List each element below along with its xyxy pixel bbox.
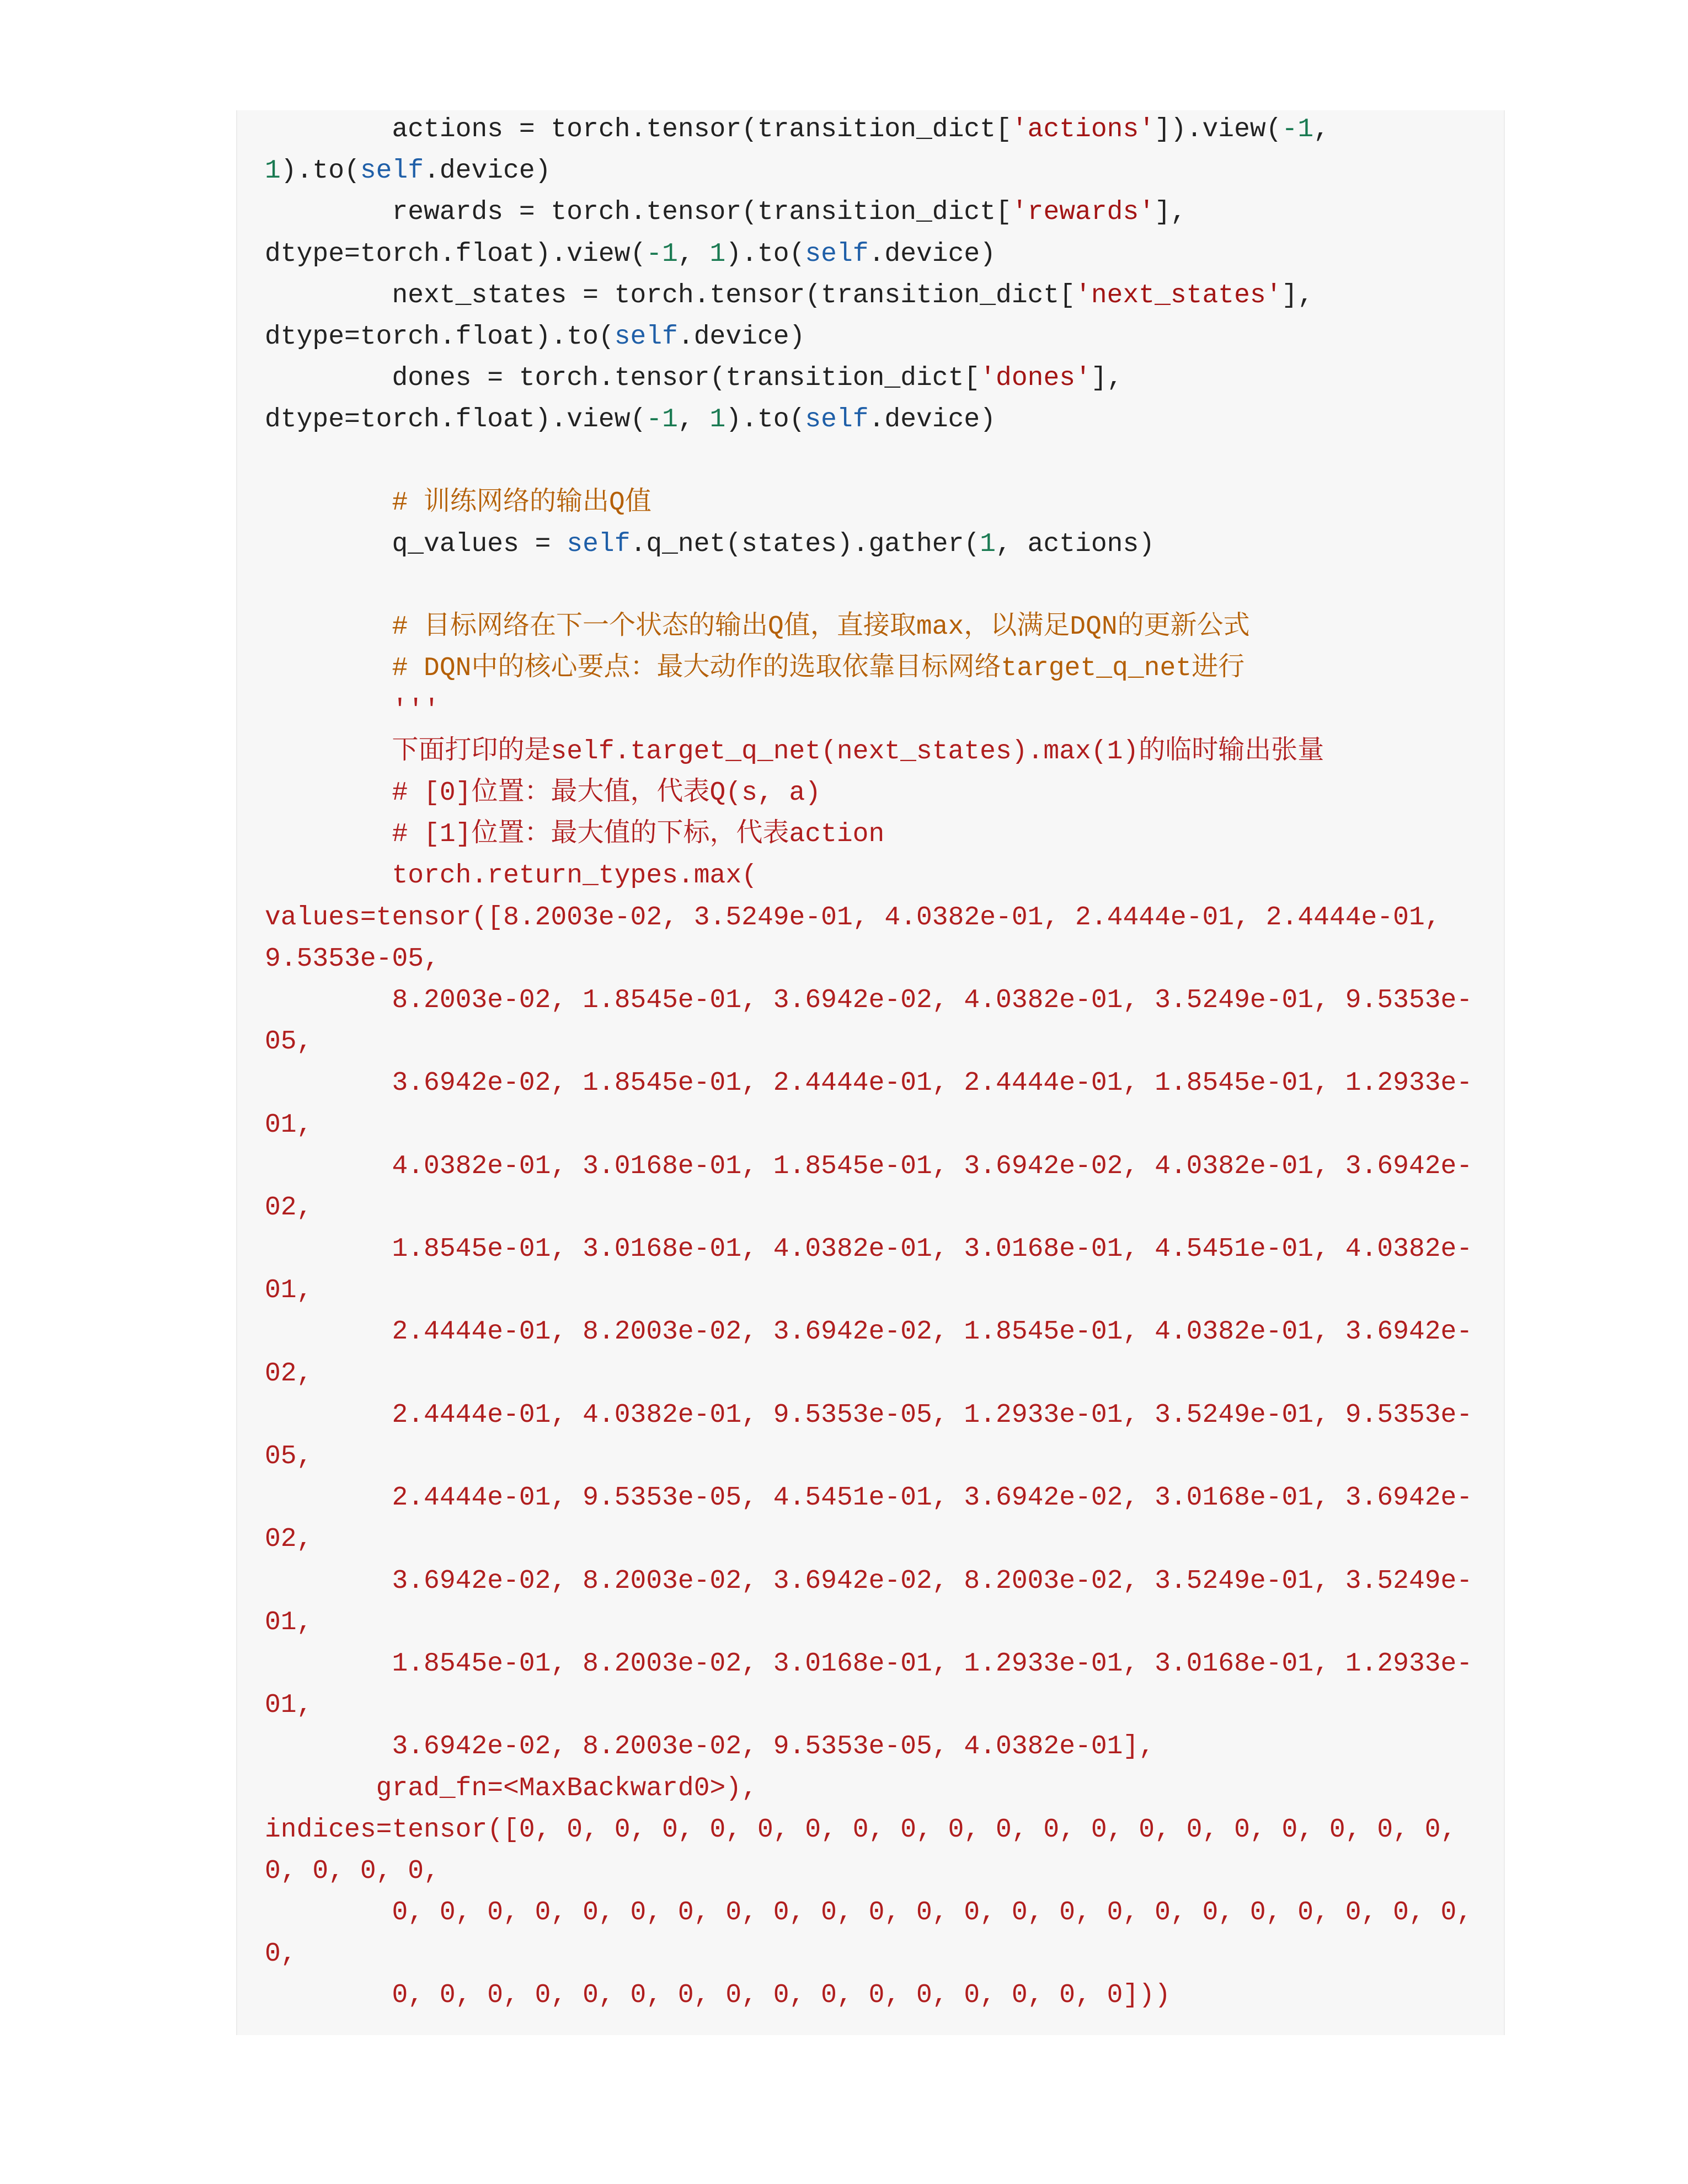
code-token: dtype=torch.float).view( <box>265 405 647 435</box>
code-line <box>265 1270 1487 1312</box>
code-token: 'actions' <box>1011 115 1155 144</box>
code-token: , <box>677 239 710 269</box>
code-token: 0, 0, 0, 0, 0, 0, 0, 0, 0, 0, 0, 0, 0, 0, 0, 0])) <box>265 1980 1171 2011</box>
code-token: # 目标网络在下一个状态的输出Q值，直接取max，以满足DQN的更新公式 <box>265 612 1250 643</box>
code-line <box>265 1644 1487 1685</box>
code-token: self <box>805 405 869 435</box>
code-token: 02, <box>265 1192 313 1223</box>
code-token: 2.4444e-01, 8.2003e-02, 3.6942e-02, 1.8545e-01, 4.0382e-01, 3.6942e- <box>265 1317 1473 1347</box>
code-line <box>265 1934 1487 1975</box>
code-token: ).to( <box>280 156 360 186</box>
code-token: , actions) <box>996 529 1155 559</box>
code-line <box>265 1146 1487 1187</box>
code-token: .q_net(states).gather( <box>630 529 980 559</box>
code-token: 0, 0, 0, 0, 0, 0, 0, 0, 0, 0, 0, 0, 0, 0, 0, 0, 0, 0, 0, 0, 0, 0, 0, <box>265 1898 1473 1928</box>
code-line <box>265 897 1487 939</box>
code-token: next_states = torch.tensor(transition_dict[ <box>265 280 1076 311</box>
code-token: 1 <box>709 239 726 269</box>
code-line <box>265 1478 1487 1519</box>
code-line <box>265 1726 1487 1768</box>
code-line <box>265 317 1487 358</box>
code-line <box>265 1602 1487 1644</box>
code-lines <box>265 109 1487 2017</box>
code-token: 3.6942e-02, 8.2003e-02, 3.6942e-02, 8.2003e-02, 3.5249e-01, 3.5249e- <box>265 1566 1473 1596</box>
code-token: 2.4444e-01, 9.5353e-05, 4.5451e-01, 3.6942e-02, 3.0168e-01, 3.6942e- <box>265 1483 1473 1513</box>
code-line <box>265 1312 1487 1353</box>
code-token: 1 <box>980 529 996 559</box>
code-token: # [0]位置：最大值，代表Q(s, a) <box>265 778 821 808</box>
code-line <box>265 275 1487 317</box>
code-token: 9.5353e-05, <box>265 944 440 974</box>
code-token: ], <box>1155 197 1187 228</box>
code-token: , <box>1313 115 1329 144</box>
code-token: 1.8545e-01, 3.0168e-01, 4.0382e-01, 3.0168e-01, 4.5451e-01, 4.0382e- <box>265 1234 1473 1265</box>
code-line <box>265 1353 1487 1395</box>
code-token: # [1]位置：最大值的下标，代表action <box>265 820 885 850</box>
code-line <box>265 1395 1487 1436</box>
code-token: -1 <box>646 239 678 269</box>
code-token: 4.0382e-01, 3.0168e-01, 1.8545e-01, 3.6942e-02, 4.0382e-01, 3.6942e- <box>265 1151 1473 1181</box>
code-token: ], <box>1091 363 1123 394</box>
code-token: 2.4444e-01, 4.0382e-01, 9.5353e-05, 1.2933e-01, 3.5249e-01, 9.5353e- <box>265 1400 1473 1430</box>
code-token: 01, <box>265 1110 313 1140</box>
code-line <box>265 1768 1487 1810</box>
code-line <box>265 690 1487 731</box>
code-token: 3.6942e-02, 8.2003e-02, 9.5353e-05, 4.0382e-01], <box>265 1732 1155 1762</box>
code-token: 'dones' <box>980 363 1091 394</box>
code-line <box>265 814 1487 855</box>
code-token: self <box>805 239 869 269</box>
code-line <box>265 1021 1487 1063</box>
code-line <box>265 1685 1487 1726</box>
code-line <box>265 1561 1487 1602</box>
code-token: -1 <box>646 405 678 435</box>
code-token: dtype=torch.float).view( <box>265 239 647 269</box>
code-token: .device) <box>868 239 996 269</box>
code-token: values=tensor([8.2003e-02, 3.5249e-01, 4.0382e-01, 2.4444e-01, 2.4444e-01, <box>265 902 1441 933</box>
code-token: ).to( <box>725 405 805 435</box>
code-line <box>265 151 1487 192</box>
code-token: 05, <box>265 1027 313 1057</box>
code-line <box>265 524 1487 565</box>
code-line <box>265 1810 1487 1851</box>
code-line <box>265 1105 1487 1146</box>
code-line <box>265 1892 1487 1934</box>
code-token: , <box>677 405 710 435</box>
code-token: 0, <box>265 1939 297 1969</box>
code-line <box>265 109 1487 151</box>
code-token: grad_fn=<MaxBackward0>), <box>265 1773 757 1803</box>
code-token: dones = torch.tensor(transition_dict[ <box>265 363 980 394</box>
code-line <box>265 1519 1487 1560</box>
code-token: 05, <box>265 1442 313 1471</box>
code-token: .device) <box>677 322 805 352</box>
code-token: 下面打印的是self.target_q_net(next_states).max(1)的临时输出张量 <box>265 736 1324 767</box>
code-token: 1 <box>709 405 726 435</box>
code-token: -1 <box>1281 115 1314 144</box>
code-token: dtype=torch.float).to( <box>265 322 615 352</box>
code-token: 02, <box>265 1358 313 1389</box>
code-line <box>265 483 1487 524</box>
code-token: 01, <box>265 1690 313 1721</box>
code-token: q_values = <box>265 529 567 559</box>
code-line <box>265 1229 1487 1270</box>
code-line <box>265 773 1487 814</box>
code-token: 1 <box>265 156 281 186</box>
code-token: # 训练网络的输出Q值 <box>265 488 651 518</box>
code-line <box>265 648 1487 689</box>
code-token: 'next_states' <box>1075 280 1282 311</box>
code-token: # DQN中的核心要点：最大动作的选取依靠目标网络target_q_net进行 <box>265 654 1245 684</box>
code-line <box>265 1975 1487 2016</box>
code-line <box>265 399 1487 441</box>
code-token: 'rewards' <box>1011 197 1155 228</box>
code-line <box>265 441 1487 483</box>
code-line <box>265 358 1487 399</box>
code-line <box>265 939 1487 980</box>
code-token: .device) <box>868 405 996 435</box>
code-token: ], <box>1281 280 1314 311</box>
code-token: 0, 0, 0, 0, <box>265 1856 440 1886</box>
code-token: actions = torch.tensor(transition_dict[ <box>265 115 1012 144</box>
code-token: 8.2003e-02, 1.8545e-01, 3.6942e-02, 4.0382e-01, 3.5249e-01, 9.5353e- <box>265 985 1473 1015</box>
code-line <box>265 607 1487 648</box>
code-token: 01, <box>265 1607 313 1637</box>
code-token: indices=tensor([0, 0, 0, 0, 0, 0, 0, 0, 0, 0, 0, 0, 0, 0, 0, 0, 0, 0, 0, 0, <box>265 1814 1457 1845</box>
code-token: 02, <box>265 1524 313 1555</box>
code-token: self <box>567 529 631 559</box>
code-line <box>265 1436 1487 1478</box>
code-token: self <box>360 156 424 186</box>
code-token: ''' <box>265 695 440 725</box>
code-token: self <box>614 322 678 352</box>
code-token: ]).view( <box>1155 115 1282 144</box>
code-line <box>265 1187 1487 1229</box>
code-token: ).to( <box>725 239 805 269</box>
code-token: torch.return_types.max( <box>265 861 757 891</box>
code-line <box>265 980 1487 1021</box>
code-line <box>265 565 1487 607</box>
code-token: rewards = torch.tensor(transition_dict[ <box>265 197 1012 228</box>
code-line <box>265 1063 1487 1104</box>
code-line <box>265 855 1487 897</box>
code-line <box>265 731 1487 773</box>
code-block <box>236 110 1505 2035</box>
code-token: 01, <box>265 1276 313 1306</box>
code-token: .device) <box>424 156 551 186</box>
code-line <box>265 1851 1487 1892</box>
code-token: 1.8545e-01, 8.2003e-02, 3.0168e-01, 1.2933e-01, 3.0168e-01, 1.2933e- <box>265 1648 1473 1679</box>
code-line <box>265 192 1487 233</box>
code-line <box>265 234 1487 275</box>
code-token: 3.6942e-02, 1.8545e-01, 2.4444e-01, 2.4444e-01, 1.8545e-01, 1.2933e- <box>265 1068 1473 1099</box>
